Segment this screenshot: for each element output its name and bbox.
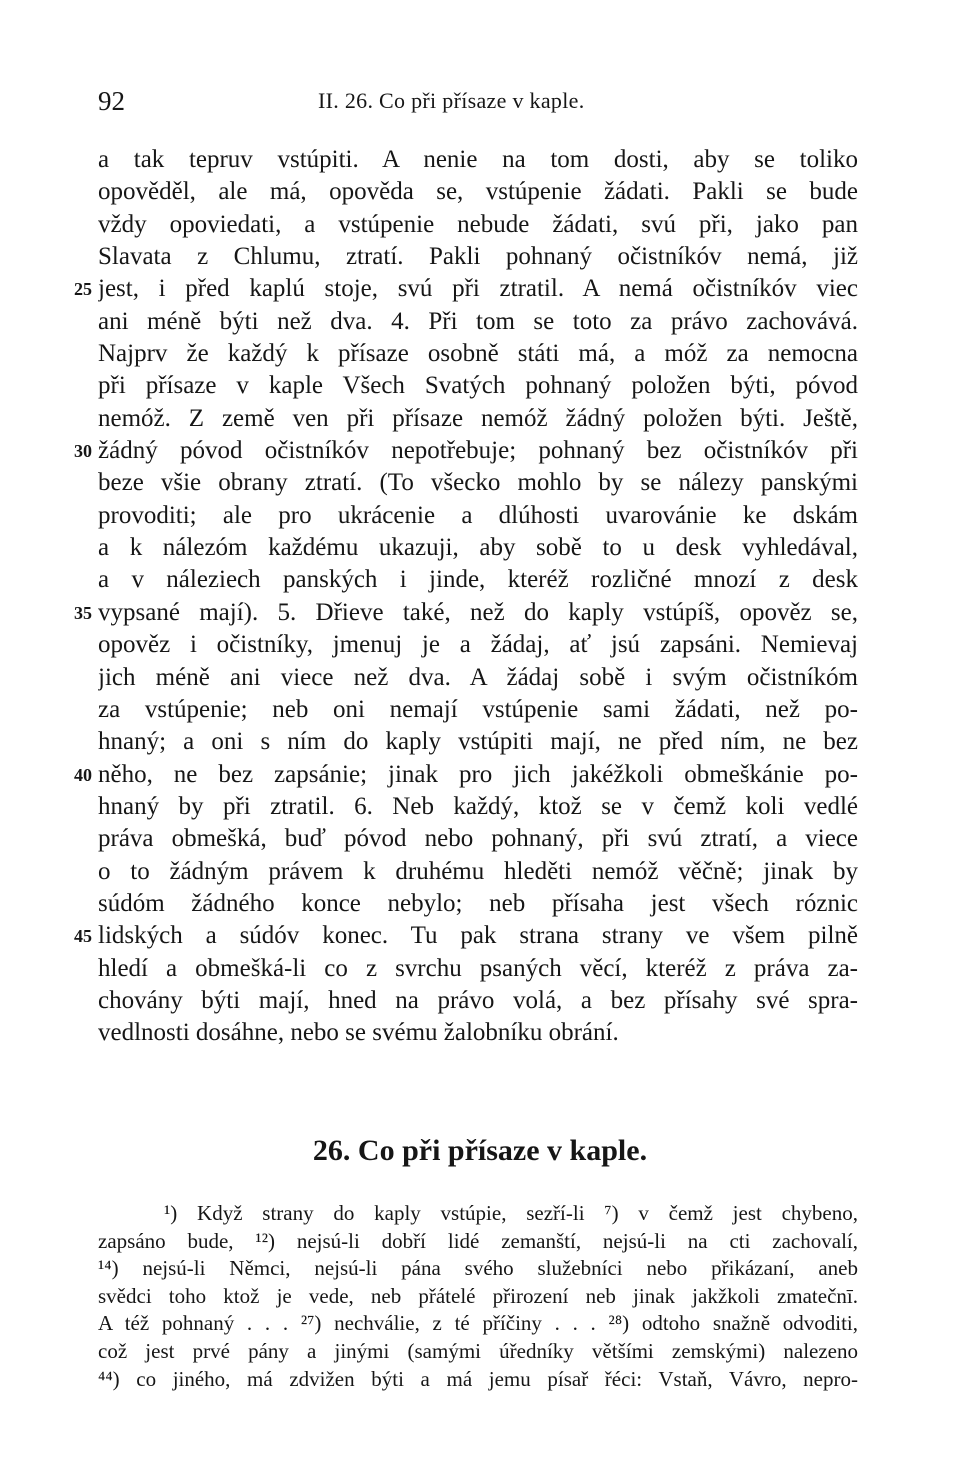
note-text: A též pohnaný . . . ²⁷) nechválie, z té příčiny . . . ²⁸) odtoho snažně odvoditi, (98, 1311, 858, 1336)
text-line (0, 662, 960, 694)
text-line (0, 467, 960, 499)
note-line (0, 1338, 960, 1366)
line-text: nemóž. Z země ven při přísaze nemóž žádný položen býti. Ještě, (98, 404, 858, 432)
line-number: 30 (74, 441, 92, 462)
text-line (0, 920, 960, 952)
text-line (0, 597, 960, 629)
line-text: něho, ne bez zapsánie; jinak pro jich jakéžkoli obmeškánie po- (98, 760, 858, 788)
line-number: 35 (74, 602, 92, 623)
line-text: beze všie obrany ztratí. (To všecko mohlo by se nálezy panskými (98, 469, 858, 497)
note-line (0, 1310, 960, 1338)
text-line (0, 306, 960, 338)
line-text: a tak tepruv vstúpiti. A nenie na tom dosti, aby se toliko (98, 146, 858, 173)
line-text: opověz i očistníky, jmenuj je a žádaj, ať jsú zapsáni. Nemievaj (98, 631, 858, 659)
section-title: 26. Co při přísaze v kaple. (312, 1134, 648, 1167)
line-number: 25 (74, 279, 92, 300)
page-number: 92 (98, 86, 125, 116)
line-text: práva obmešká, buď póvod nebo pohnaný, při svú ztratí, a viece (98, 825, 858, 853)
line-text: jest, i před kaplú stoje, svú při ztratil. A nemá očistníkóv viec (98, 275, 858, 303)
line-text: hledí a obmešká-li co z svrchu psaných věcí, kteréž z práva za- (98, 954, 858, 982)
text-line (0, 564, 960, 596)
note-line (0, 1366, 960, 1394)
note-text: ⁴⁴) co jiného, má zdvižen býti a má jemu písař řéci: Vstaň, Vávro, nepro- (98, 1366, 858, 1391)
text-line (0, 1017, 960, 1049)
line-text: hnaný; a oni s ním do kaply vstúpiti mají, ne před ním, ne bez (98, 728, 858, 756)
body-text (0, 144, 960, 1050)
line-text: Najprv že každý k přísaze osobně státi má, a móž za nemocna (98, 340, 858, 368)
line-text: provoditi; ale pro ukrácenie a dlúhosti uvarovánie ke dskám (98, 501, 858, 529)
line-text: vypsané mají). 5. Dřieve také, než do kaply vstúpíš, opověz se, (98, 598, 858, 626)
text-line (0, 823, 960, 855)
note-line (0, 1200, 960, 1228)
line-text: a k nálezóm každému ukazuji, aby sobě to u desk vyhledával, (98, 534, 858, 562)
line-text: opověděl, ale má, opověda se, vstúpenie žádati. Pakli se bude (98, 178, 858, 206)
text-line (0, 241, 960, 273)
line-text: Slavata z Chlumu, ztratí. Pakli pohnaný očistníkóv nemá, již (98, 243, 858, 271)
text-line (0, 176, 960, 208)
text-line (0, 726, 960, 758)
text-line (0, 500, 960, 532)
line-text: vedlnosti dosáhne, nebo se svému žalobníku obrání. (98, 1019, 619, 1047)
note-text: ¹) Když strany do kaply vstúpie, sezří-li ⁷) v čemž jest chybeno, (164, 1201, 858, 1225)
line-text: hnaný by při ztratil. 6. Neb každý, ktož se v čemž koli vedlé (98, 792, 858, 820)
text-line (0, 791, 960, 823)
line-text: ani méně býti než dva. 4. Při tom se toto za právo zachovává. (98, 307, 858, 335)
text-line (0, 985, 960, 1017)
text-line (0, 144, 960, 176)
text-line (0, 856, 960, 888)
text-line (0, 694, 960, 726)
running-head: II. 26. Co při přísaze v kaple. (318, 88, 585, 113)
page-header (98, 86, 858, 122)
text-line (0, 435, 960, 467)
text-line (0, 888, 960, 920)
note-line (0, 1283, 960, 1311)
note-line (0, 1228, 960, 1256)
text-line (0, 370, 960, 402)
note-line (0, 1255, 960, 1283)
text-line (0, 403, 960, 435)
text-line (0, 532, 960, 564)
note-text: ¹⁴) nejsú-li Němci, nejsú-li pána svého služebníci nebo přikázaní, aneb (98, 1256, 858, 1281)
line-text: o to žádným právem k druhému hleděti nemóž věčně; jinak by (98, 857, 858, 885)
note-text: zapsáno bude, ¹²) nejsú-li dobří lidé zemanští, nejsú-li na cti zachovalí, (98, 1228, 858, 1253)
line-number: 45 (74, 926, 92, 947)
footnotes (0, 1200, 960, 1393)
line-text: a v náleziech panských i jinde, kteréž rozličné mnozí z desk (98, 566, 858, 594)
text-line (0, 759, 960, 791)
line-text: chovány býti mají, hned na právo volá, a bez přísahy své spra- (98, 986, 858, 1014)
line-number: 40 (74, 764, 92, 785)
line-text: při přísaze v kaple Všech Svatých pohnaný položen býti, póvod (98, 372, 858, 400)
text-line (0, 209, 960, 241)
line-text: súdóm žádného konce nebylo; neb přísaha jest všech róznic (98, 889, 858, 917)
line-text: vždy opoviedati, a vstúpenie nebude žádati, svú při, jako pan (98, 210, 858, 238)
line-text: lidských a súdóv konec. Tu pak strana strany ve všem pilně (98, 922, 858, 950)
line-text: jich méně ani viece než dva. A žádaj sobě i svým očistníkóm (98, 663, 858, 691)
note-text: což jest prvé pány a jinými (samými úředníky většími zemskými) nalezeno (98, 1338, 858, 1363)
text-line (0, 273, 960, 305)
text-line (0, 338, 960, 370)
line-text: žádný póvod očistníkóv nepotřebuje; pohnaný bez očistníkóv při (98, 437, 858, 465)
text-line (0, 629, 960, 661)
note-text: svědci toho ktož je vede, neb přátelé přirození neb jinak jakžkoli zmatečnī. (98, 1283, 858, 1308)
line-text: za vstúpenie; neb oni nemají vstúpenie sami žádati, než po- (98, 695, 858, 723)
text-line (0, 953, 960, 985)
